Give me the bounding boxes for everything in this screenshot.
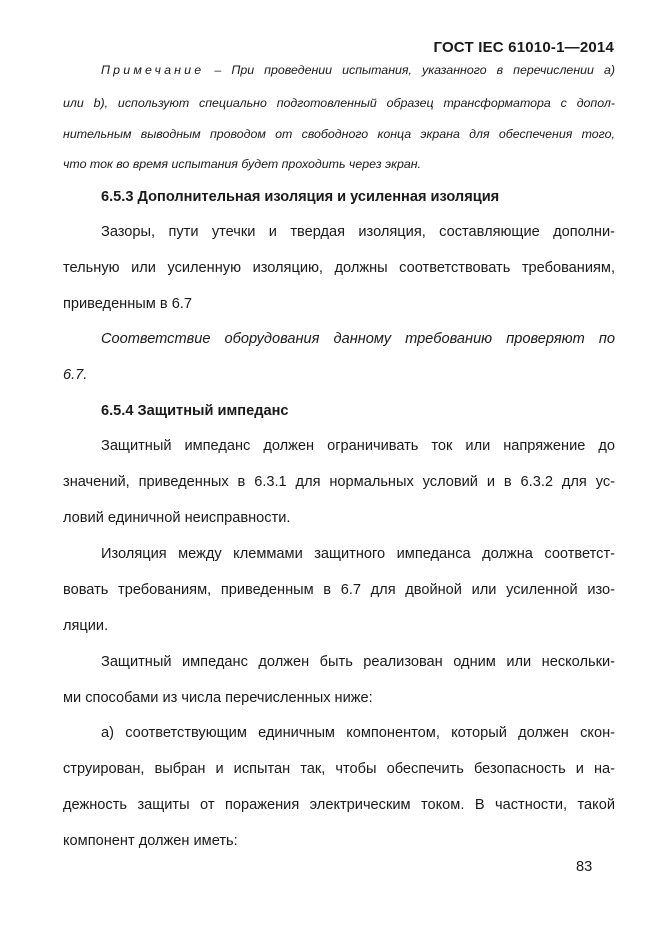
paragraph-line: ляции. (63, 618, 109, 634)
paragraph-line: значений, приведенных в 6.3.1 для нормальных условий и в 6.3.2 для ус- (63, 474, 615, 490)
page-number: 83 (576, 859, 593, 875)
compliance-line: 6.7. (63, 367, 88, 383)
note-line: или b), используют специально подготовленный образец трансформатора с допол- (63, 96, 615, 110)
paragraph-line: Защитный импеданс должен ограничивать ток или напряжение до (101, 438, 615, 454)
list-item-line: a) соответствующим единичным компонентом, который должен скон- (101, 725, 615, 741)
standard-header: ГОСТ IEC 61010-1—2014 (433, 39, 614, 56)
note-line: что ток во время испытания будет проходить через экран. (63, 157, 422, 171)
compliance-line: Соответствие оборудования данному требованию проверяют по (101, 331, 615, 347)
paragraph-line: ловий единичной неисправности. (63, 510, 291, 526)
paragraph-line: вовать требованиям, приведенным в 6.7 для двойной или усиленной изо- (63, 582, 615, 598)
paragraph-line: Защитный импеданс должен быть реализован одним или нескольки- (101, 654, 615, 670)
paragraph-line: Изоляция между клеммами защитного импеданса должна соответст- (101, 546, 615, 562)
list-item-line: дежность защиты от поражения электрическим током. В частности, такой (63, 797, 615, 813)
list-item-line: струирован, выбран и испытан так, чтобы обеспечить безопасность и на- (63, 761, 615, 777)
note-label: Примечание (101, 63, 205, 77)
paragraph-line: Зазоры, пути утечки и твердая изоляция, составляющие дополни- (101, 224, 615, 240)
paragraph-line: приведенным в 6.7 (63, 296, 192, 312)
note-line: нительным выводным проводом от свободного конца экрана для обеспечения того, (63, 127, 615, 141)
section-heading-6-5-3: 6.5.3 Дополнительная изоляция и усиленная изоляция (101, 189, 500, 205)
paragraph-line: тельную или усиленную изоляцию, должны соответствовать требованиям, (63, 260, 615, 276)
paragraph-line: ми способами из числа перечисленных ниже: (63, 690, 373, 706)
note-text: – При проведении испытания, указанного в перечислении а) (214, 63, 615, 77)
list-item-line: компонент должен иметь: (63, 833, 238, 849)
note-line (101, 63, 615, 77)
section-heading-6-5-4: 6.5.4 Защитный импеданс (101, 403, 289, 419)
